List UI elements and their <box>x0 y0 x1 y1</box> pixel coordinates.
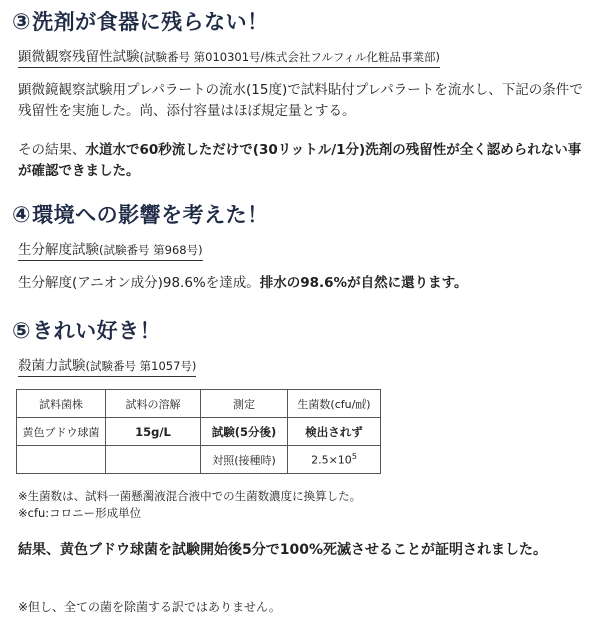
table-row <box>17 418 381 446</box>
circled-number-5: ⑤ <box>12 319 32 344</box>
table-cell-dissolution: 15g/L <box>106 418 201 446</box>
section4-heading-text: 環境への影響を考えた！ <box>32 203 269 227</box>
footnote-cfu: ※cfu:コロニー形成単位 <box>18 506 142 520</box>
section4-subheading-detail: (試験番号 第968号) <box>99 243 203 257</box>
circled-number-4: ④ <box>12 203 32 228</box>
section5-heading-text: きれい好き！ <box>32 319 162 343</box>
table-cell-empty <box>106 446 201 474</box>
section4-paragraph-emphasis: 排水の98.6%が自然に還ります。 <box>259 275 468 291</box>
section5-subheading-detail: (試験番号 第1057号) <box>85 359 197 373</box>
section3-heading <box>12 6 269 36</box>
table-header-strain: 試料菌株 <box>17 390 106 418</box>
section5-subheading <box>18 354 196 377</box>
table-header-measurement: 測定 <box>201 390 288 418</box>
table-cell-control-measurement: 対照(接種時) <box>201 446 288 474</box>
section4-subheading-title: 生分解度試験 <box>18 242 99 258</box>
table-cell-viable-count: 検出されず <box>288 418 381 446</box>
section4-paragraph-lead: 生分解度(アニオン成分)98.6%を達成。 <box>18 275 260 291</box>
table-cell-measurement: 試験(5分後) <box>201 418 288 446</box>
section3-subheading-detail: (試験番号 第010301号/株式会社フルフィル化粧品事業部) <box>139 50 441 64</box>
control-count-base: 2.5×10 <box>311 453 352 467</box>
conclusion-text: 結果、黄色ブドウ球菌を試験開始後5分で100%死滅させることが証明されました。 <box>18 542 547 558</box>
section4-heading <box>12 199 269 229</box>
footnote-viable-count: ※生菌数は、試料一菌懸濁液混合液中での生菌数濃度に換算した。 <box>18 489 362 503</box>
section3-heading-text: 洗剤が食器に残らない！ <box>32 10 269 34</box>
section5-heading <box>12 315 161 345</box>
section3-paragraph-1: 顕微鏡観察試験用プレパラートの流水(15度)で試料貼付プレパラートを流水し、下記の条件で残留性を実施した。尚、添付容量はほぼ規定量とする。 <box>18 82 583 119</box>
table-header-row <box>17 390 381 418</box>
table-header-dissolution: 試料の溶解 <box>106 390 201 418</box>
control-count-exponent: 5 <box>351 452 357 462</box>
table-cell-strain: 黄色ブドウ球菌 <box>17 418 106 446</box>
section4-subheading <box>18 238 203 261</box>
section5-subheading-title: 殺菌力試験 <box>18 358 86 374</box>
section3-paragraph-2-emphasis: 水道水で60秒流しただけで(30リットル/1分)洗剤の残留性が全く認められない事が確認できました。 <box>18 142 582 179</box>
table-cell-control-count <box>288 446 381 474</box>
table-header-viable-count: 生菌数(cfu/㎖) <box>288 390 381 418</box>
table-cell-empty <box>17 446 106 474</box>
table-row <box>17 446 381 474</box>
circled-number-3: ③ <box>12 10 32 35</box>
section4-paragraph <box>18 273 586 294</box>
section3-paragraph-2-lead: その結果、 <box>18 142 86 158</box>
sterilization-test-table <box>16 389 381 474</box>
section3-subheading <box>18 45 440 68</box>
disclaimer-note: ※但し、全ての菌を除菌する訳ではありません。 <box>18 600 281 614</box>
section3-subheading-title: 顕微観察残留性試験 <box>18 49 140 65</box>
section3-paragraph-2 <box>18 140 586 182</box>
